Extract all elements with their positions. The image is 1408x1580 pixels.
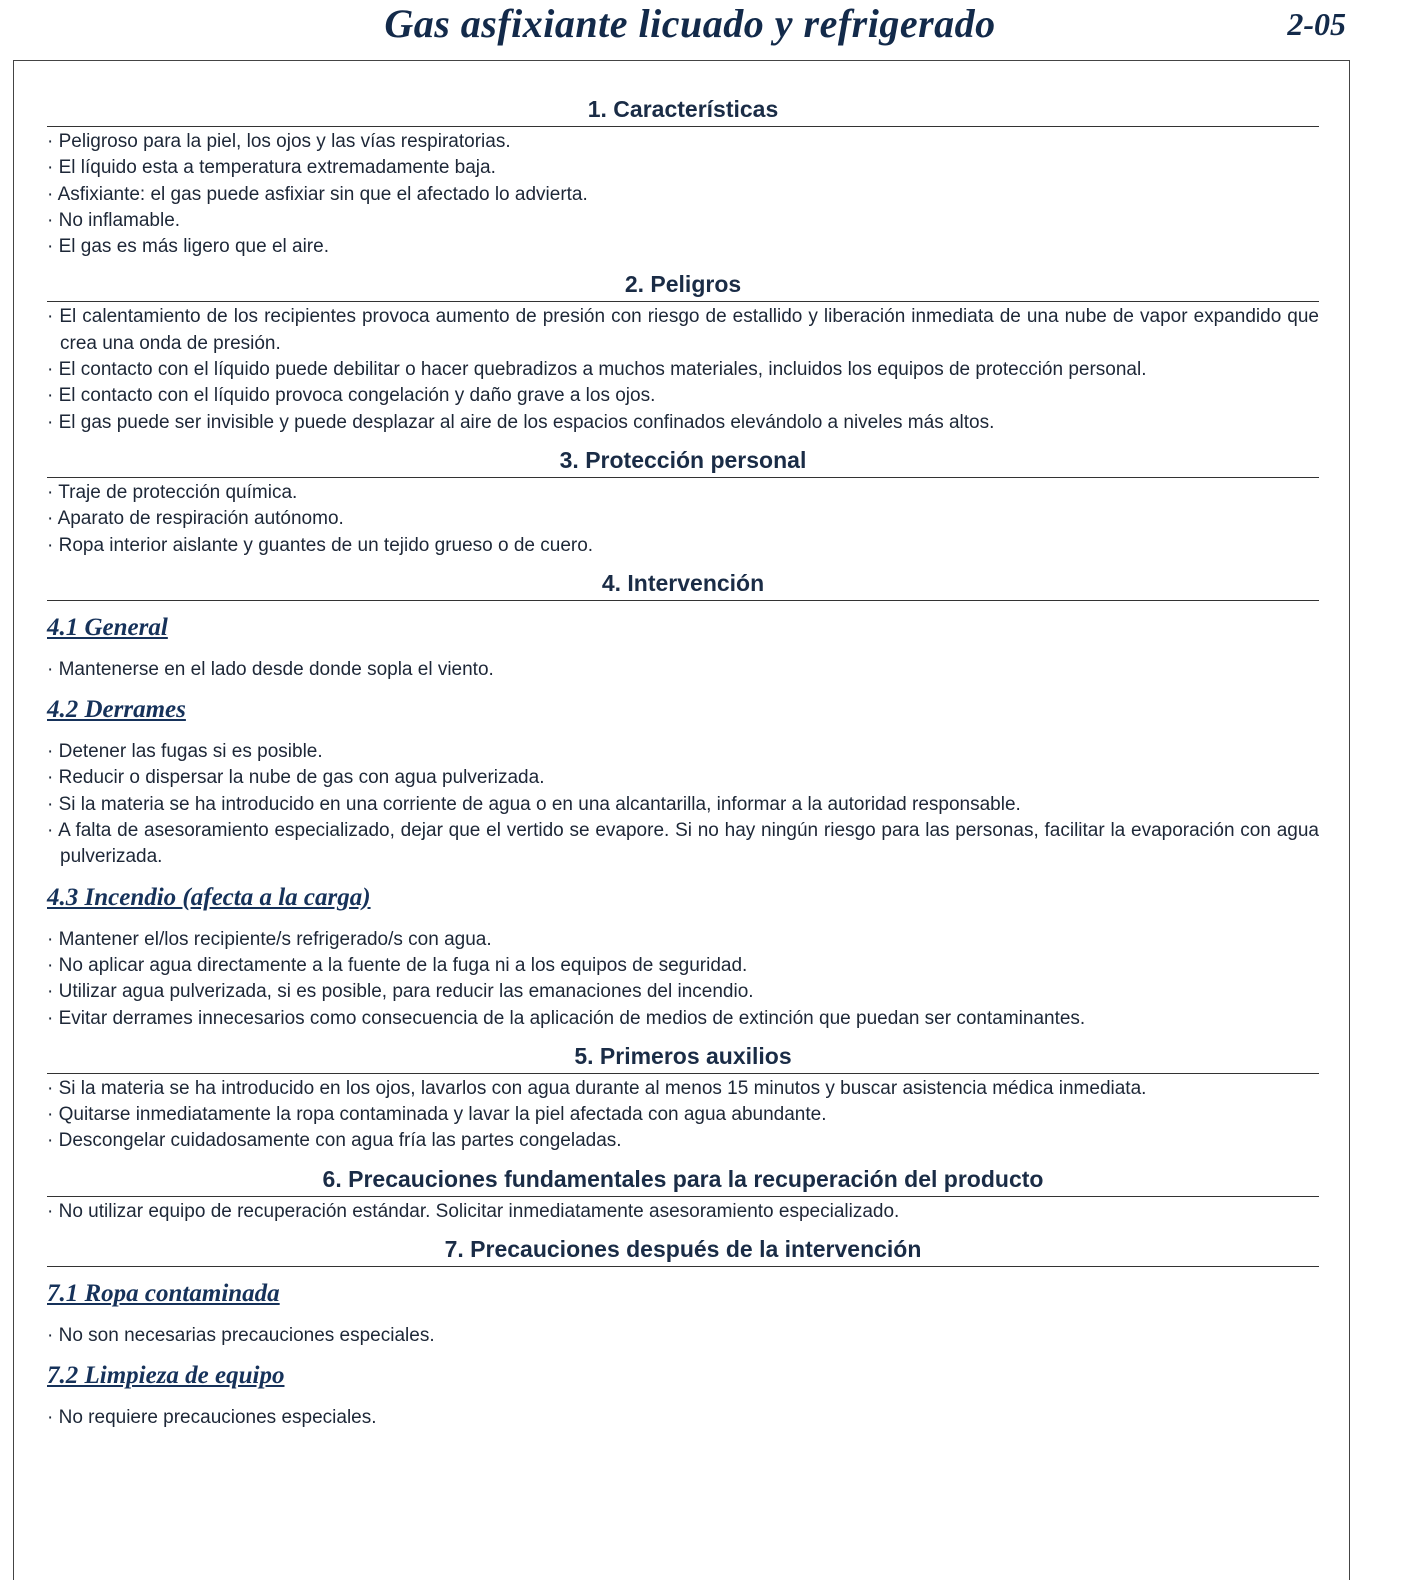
page-title: Gas asfixiante licuado y refrigerado: [384, 1, 996, 46]
list-item: · A falta de asesoramiento especializado, dejar que el vertido se evapore. Si no hay ningún riesgo para las personas, facilitar la evaporación con agua pulverizada.: [47, 818, 1319, 871]
subsection-title-derrames: 4.2 Derrames: [47, 696, 186, 724]
list-item: · No inflamable.: [47, 208, 1319, 234]
section-title-caracteristicas: 1. Características: [47, 94, 1319, 127]
list-item: · Detener las fugas si es posible.: [47, 739, 1319, 765]
list-item: · No requiere precauciones especiales.: [47, 1405, 1319, 1431]
list-item: · Peligroso para la piel, los ojos y las vías respiratorias.: [47, 129, 1319, 155]
list-item: · Si la materia se ha introducido en una corriente de agua o en una alcantarilla, informar a la autoridad responsable.: [47, 792, 1319, 818]
section-title-despues-intervencion: 7. Precauciones después de la intervención: [47, 1234, 1319, 1267]
list-item: · El gas puede ser invisible y puede desplazar al aire de los espacios confinados elevándolo a niveles más altos.: [47, 410, 1319, 436]
section-title-primeros-auxilios: 5. Primeros auxilios: [47, 1041, 1319, 1074]
list-item: · No son necesarias precauciones especiales.: [47, 1323, 1319, 1349]
list-item: · El contacto con el líquido provoca congelación y daño grave a los ojos.: [47, 383, 1319, 409]
list-item: · El calentamiento de los recipientes provoca aumento de presión con riesgo de estallido y liberación inmediata de una nube de vapor expandido que crea una onda de presión.: [47, 304, 1319, 357]
list-item: · Evitar derrames innecesarios como consecuencia de la aplicación de medios de extinción que puedan ser contaminantes.: [47, 1006, 1319, 1032]
recuperacion-list: [47, 1199, 1319, 1225]
caracteristicas-list: [47, 129, 1319, 260]
general-list: [47, 657, 1319, 683]
list-item: · Utilizar agua pulverizada, si es posible, para reducir las emanaciones del incendio.: [47, 979, 1319, 1005]
list-item: · No aplicar agua directamente a la fuente de la fuga ni a los equipos de seguridad.: [47, 953, 1319, 979]
list-item: · Quitarse inmediatamente la ropa contaminada y lavar la piel afectada con agua abundante.: [47, 1102, 1319, 1128]
list-item: · El contacto con el líquido puede debilitar o hacer quebradizos a muchos materiales, incluidos los equipos de protección personal.: [47, 357, 1319, 383]
derrames-list: [47, 739, 1319, 870]
primeros-auxilios-list: [47, 1076, 1319, 1155]
section-title-recuperacion: 6. Precauciones fundamentales para la recuperación del producto: [47, 1164, 1319, 1197]
list-item: · Mantenerse en el lado desde donde sopla el viento.: [47, 657, 1319, 683]
section-title-intervencion: 4. Intervención: [47, 568, 1319, 601]
list-item: · No utilizar equipo de recuperación estándar. Solicitar inmediatamente asesoramiento especializado.: [47, 1199, 1319, 1225]
limpieza-list: [47, 1405, 1319, 1431]
document-code: 2-05: [1287, 6, 1346, 42]
peligros-list: [47, 304, 1319, 435]
ropa-list: [47, 1323, 1319, 1349]
list-item: · Ropa interior aislante y guantes de un tejido grueso o de cuero.: [47, 533, 1319, 559]
proteccion-list: [47, 480, 1319, 559]
subsection-title-incendio: 4.3 Incendio (afecta a la carga): [47, 883, 371, 911]
subsection-title-ropa: 7.1 Ropa contaminada: [47, 1280, 280, 1308]
document-body: [47, 88, 1319, 1432]
list-item: · Asfixiante: el gas puede asfixiar sin que el afectado lo advierta.: [47, 182, 1319, 208]
list-item: · Descongelar cuidadosamente con agua fría las partes congeladas.: [47, 1128, 1319, 1154]
list-item: · El líquido esta a temperatura extremadamente baja.: [47, 155, 1319, 181]
list-item: · Aparato de respiración autónomo.: [47, 506, 1319, 532]
incendio-list: [47, 927, 1319, 1032]
list-item: · El gas es más ligero que el aire.: [47, 234, 1319, 260]
subsection-title-general: 4.1 General: [47, 613, 168, 641]
list-item: · Mantener el/los recipiente/s refrigerado/s con agua.: [47, 927, 1319, 953]
subsection-title-limpieza: 7.2 Limpieza de equipo: [47, 1362, 285, 1390]
list-item: · Traje de protección química.: [47, 480, 1319, 506]
section-title-peligros: 2. Peligros: [47, 269, 1319, 302]
section-title-proteccion: 3. Protección personal: [47, 445, 1319, 478]
list-item: · Si la materia se ha introducido en los ojos, lavarlos con agua durante al menos 15 minutos y buscar asistencia médica inmediata.: [47, 1076, 1319, 1102]
list-item: · Reducir o dispersar la nube de gas con agua pulverizada.: [47, 765, 1319, 791]
